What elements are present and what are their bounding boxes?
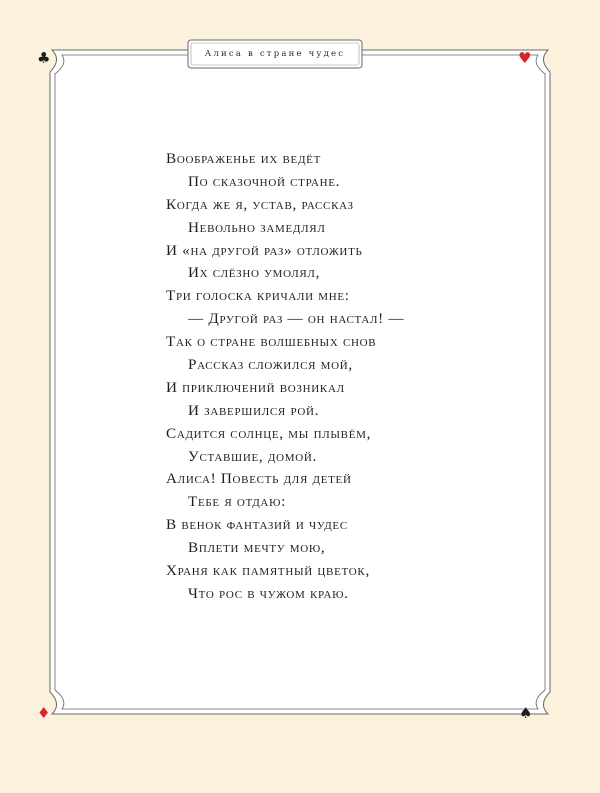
poem-line: Что рос в чужом краю.: [188, 584, 349, 602]
poem-line: Уставшие, домой.: [188, 447, 318, 465]
poem-line: Алиса! Повесть для детей: [166, 470, 352, 488]
poem-line: По сказочной стране.: [188, 172, 341, 190]
poem-line: Садится солнце, мы плывём,: [166, 424, 372, 442]
poem-line: Три голоска кричали мне:: [166, 287, 350, 305]
poem-line: И приключений возникал: [166, 378, 345, 396]
spade-icon: ♠: [519, 704, 533, 722]
poem-line: Когда же я, устав, рассказ: [166, 195, 354, 213]
poem: [166, 148, 404, 606]
poem-line: Их слёзно умолял,: [188, 264, 321, 282]
poem-line: И «на другой раз» отложить: [166, 241, 363, 259]
running-header: Алиса в стране чудес: [204, 49, 346, 59]
poem-line: Храня как памятный цветок,: [166, 562, 370, 580]
poem-line: И завершился рой.: [188, 401, 320, 419]
poem-line: Невольно замедлял: [188, 218, 326, 236]
poem-line: В венок фантазий и чудес: [166, 516, 348, 534]
poem-line: Воображенье их ведёт: [166, 150, 322, 167]
poem-line: Так о стране волшебных снов: [166, 333, 377, 351]
poem-line: Рассказ сложился мой,: [188, 356, 353, 374]
diamond-icon: ♦: [37, 704, 51, 722]
heart-icon: ♥: [518, 49, 532, 67]
club-icon: ♣: [37, 49, 51, 67]
poem-line: Вплети мечту мою,: [188, 539, 326, 557]
poem-line: — Другой раз — он настал! —: [188, 310, 405, 328]
poem-line: Тебе я отдаю:: [188, 493, 287, 511]
